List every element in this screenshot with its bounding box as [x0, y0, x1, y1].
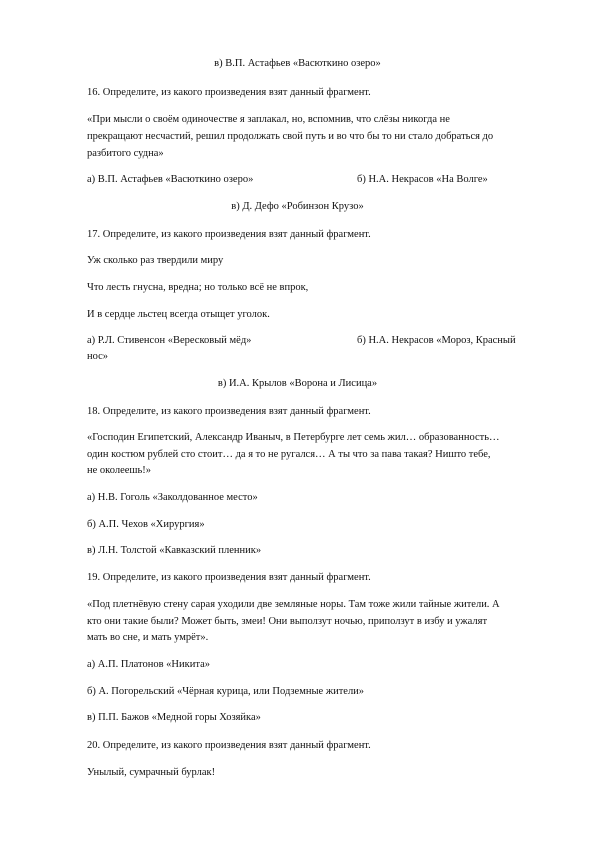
fragment-line: Уж сколько раз твердили миру	[87, 255, 224, 266]
fragment-line: разбитого судна»	[87, 148, 164, 159]
answer-option-c: в) В.П. Астафьев «Васюткино озеро»	[214, 58, 381, 69]
answer-option-b: б) Н.А. Некрасов «На Волге»	[357, 174, 488, 185]
answer-option-b: б) Н.А. Некрасов «Мороз, Красный	[357, 335, 516, 346]
answer-option-c: в) Д. Дефо «Робинзон Крузо»	[231, 201, 364, 212]
fragment-line: один костюм рублей сто стоит… да я то не ругался… А ты что за пава такая? Ништо тебе,	[87, 449, 491, 460]
fragment-line: прекращают несчастий, решил продолжать свой путь и во что бы то ни стало добраться до	[87, 131, 494, 142]
fragment-line: Унылый, сумрачный бурлак!	[87, 767, 216, 778]
question-16: 16. Определите, из какого произведения взят данный фрагмент.	[87, 87, 371, 98]
answer-option-b: б) А.П. Чехов «Хирургия»	[87, 519, 205, 530]
answer-option-c: в) П.П. Бажов «Медной горы Хозяйка»	[87, 712, 261, 723]
question-19: 19. Определите, из какого произведения взят данный фрагмент.	[87, 572, 371, 583]
answer-option-b: б) А. Погорельский «Чёрная курица, или Подземные жители»	[87, 686, 365, 697]
fragment-line: не околеешь!»	[87, 465, 152, 476]
question-20: 20. Определите, из какого произведения взят данный фрагмент.	[87, 740, 371, 751]
answer-option-a: а) Р.Л. Стивенсон «Вересковый мёд»	[87, 335, 252, 346]
fragment-line: «Под плетнёвую стену сарая уходили две земляные норы. Там тоже жили тайные жители. А	[87, 599, 500, 610]
answer-option-a: а) В.П. Астафьев «Васюткино озеро»	[87, 174, 254, 185]
answer-option-a: а) Н.В. Гоголь «Заколдованное место»	[87, 492, 258, 503]
fragment-line: кто они такие были? Может быть, змеи! Они выползут ночью, приползут в избу и ужалят	[87, 616, 488, 627]
answer-option-c: в) И.А. Крылов «Ворона и Лисица»	[217, 378, 378, 389]
fragment-line: «Господин Египетский, Александр Иваныч, в Петербурге лет семь жил… образованность…	[87, 432, 500, 443]
fragment-line: Что лесть гнусна, вредна; но только всё не впрок,	[87, 282, 309, 293]
answer-option-a: а) А.П. Платонов «Никита»	[87, 659, 210, 670]
question-17: 17. Определите, из какого произведения взят данный фрагмент.	[87, 229, 371, 240]
fragment-line: И в сердце льстец всегда отыщет уголок.	[87, 309, 270, 320]
question-18: 18. Определите, из какого произведения взят данный фрагмент.	[87, 406, 371, 417]
answer-option-c: в) Л.Н. Толстой «Кавказский пленник»	[87, 545, 262, 556]
answer-option-a-continued: нос»	[87, 351, 109, 362]
fragment-line: «При мысли о своём одиночестве я заплакал, но, вспомнив, что слёзы никогда не	[87, 114, 450, 125]
fragment-line: мать во сне, и мать умрёт».	[87, 632, 209, 643]
